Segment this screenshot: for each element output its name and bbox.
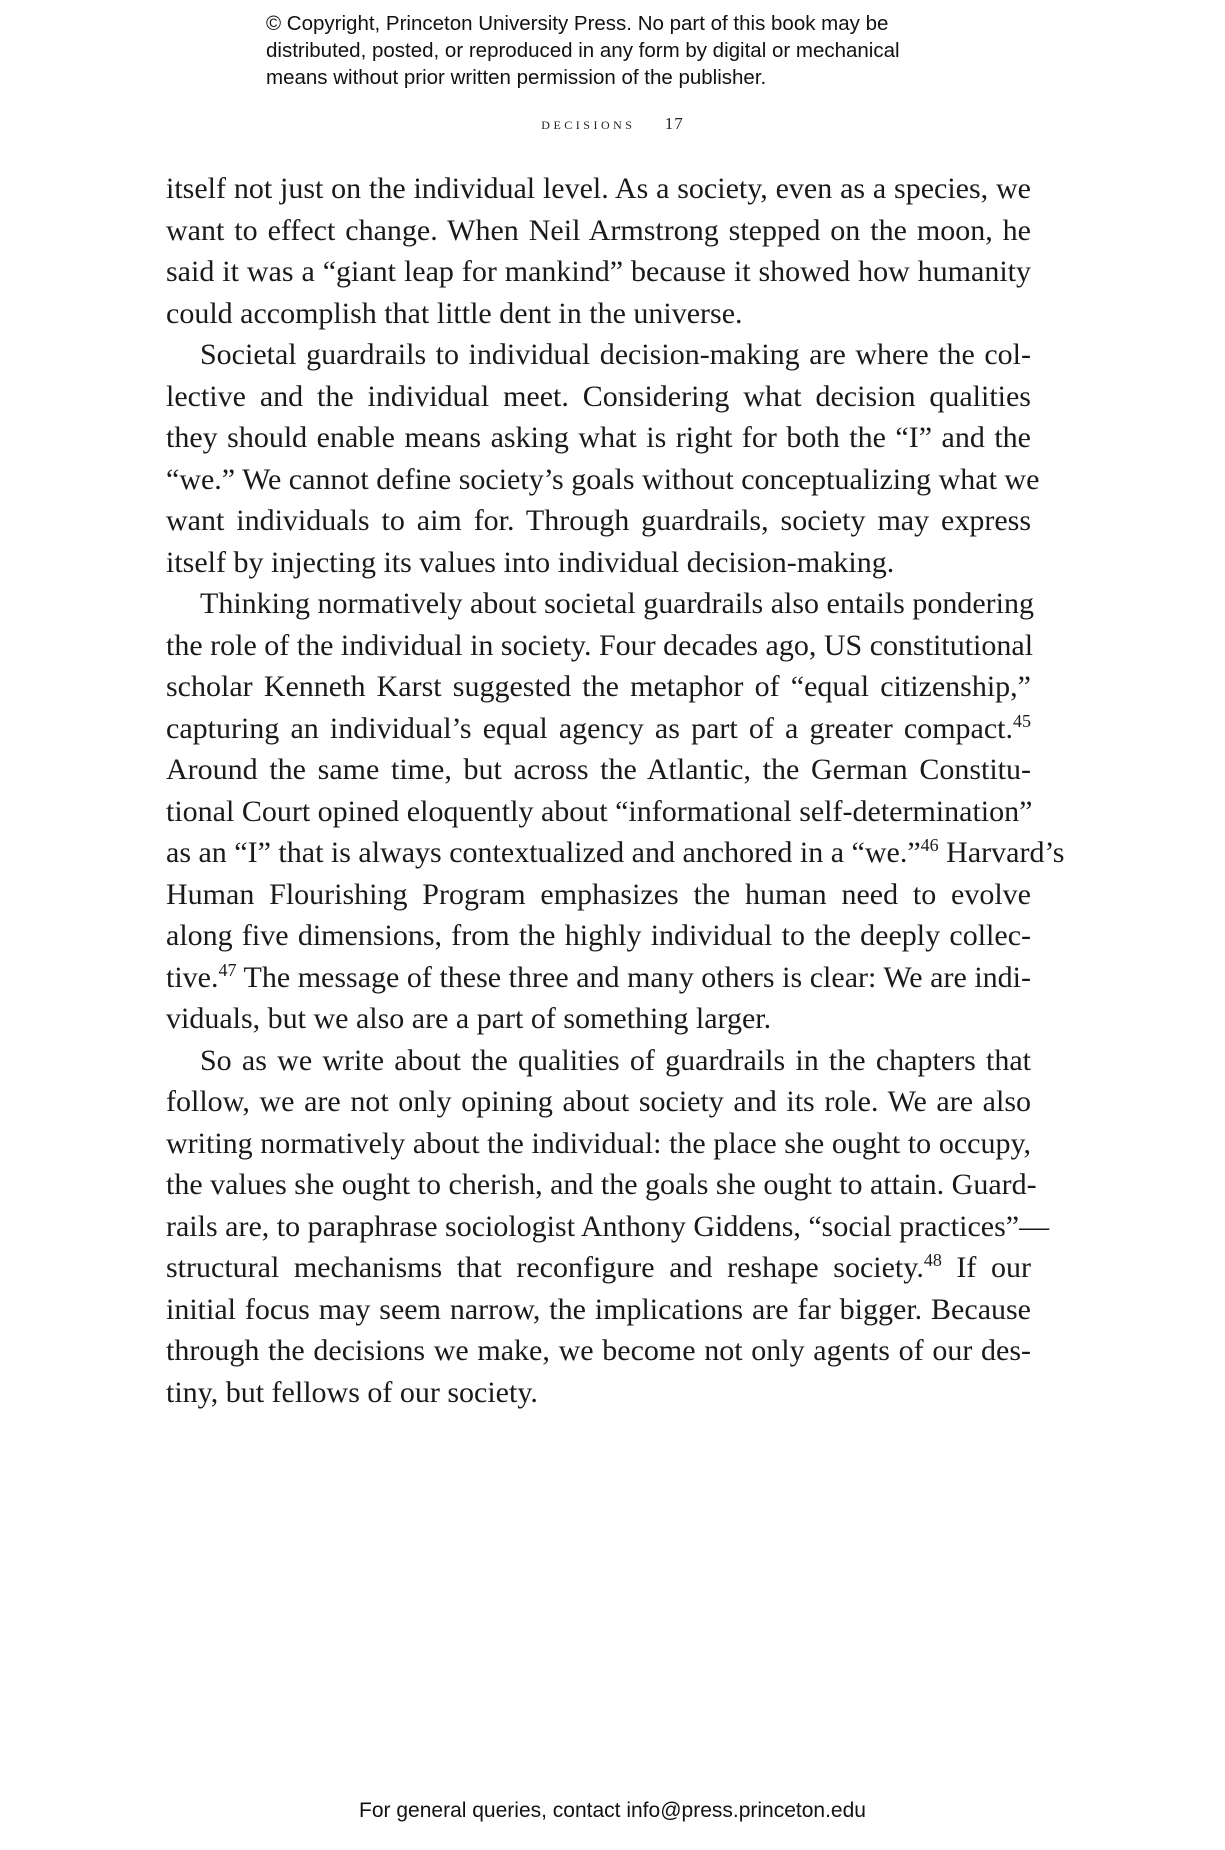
line-text: structural mechanisms that reconfigure and reshape society. [166,1251,924,1284]
footnote-ref[interactable]: 46 [920,835,939,855]
copyright-line: © Copyright, Princeton University Press. No part of this book may be [266,12,889,35]
text-line: So as we write about the qualities of guardrails in the chapters that [200,1043,1031,1077]
page-number: 17 [664,114,684,133]
line-text: tive. [166,960,219,994]
text-line: lective and the individual meet. Considering what decision qualities [166,379,1031,413]
text-line [166,957,1031,999]
footer-contact: For general queries, contact info@press.princeton.edu [359,1799,866,1822]
line-text: Harvard’s [938,836,1065,869]
text-line: could accomplish that little dent in the universe. [166,296,743,330]
text-line: scholar Kenneth Karst suggested the metaphor of “equal citizenship,” [166,670,1031,703]
line-text: as an “I” that is always contextualized and anchored in a “we.” [166,836,921,869]
text-line: Thinking normatively about societal guardrails also entails pondering [200,587,1034,620]
paragraph [166,168,1031,334]
text-line: tional Court opined eloquently about “informational self-determination” [166,794,1033,828]
text-line: “we.” We cannot define society’s goals without conceptualizing what we [166,462,1040,496]
text-line: follow, we are not only opining about society and its role. We are also [166,1085,1031,1118]
paragraph [166,1040,1050,1414]
running-head-title: decisions [541,114,636,133]
text-line [166,1247,1031,1289]
text-line [166,832,1065,874]
paragraph [166,334,1040,583]
line-text: If our [941,1251,1031,1284]
text-line: the role of the individual in society. Four decades ago, US constitutional [166,628,1034,662]
text-line: want individuals to aim for. Through guardrails, society may express [166,504,1031,537]
text-line: they should enable means asking what is right for both the “I” and the [166,421,1031,454]
footnote-ref[interactable]: 47 [218,959,237,980]
text-line: rails are, to paraphrase sociologist Anthony Giddens, “social practices”— [166,1209,1050,1243]
copyright-line: means without prior written permission of the publisher. [266,66,767,89]
text-line: itself not just on the individual level. As a society, even as a species, we [166,172,1031,205]
body-text [166,168,1065,1413]
text-line: said it was a “giant leap for mankind” because it showed how humanity [166,255,1031,288]
text-line: through the decisions we make, we become not only agents of our des- [166,1334,1031,1367]
text-line: Around the same time, but across the Atlantic, the German Constitu- [166,753,1031,786]
text-line: the values she ought to cherish, and the goals she ought to attain. Guard- [166,1168,1037,1201]
paragraph [166,583,1065,1040]
running-head [0,114,1225,134]
text-line [166,708,1031,750]
text-line: itself by injecting its values into individual decision-making. [166,545,895,579]
line-text: capturing an individual’s equal agency as part of a greater compact. [166,711,1013,745]
copyright-line: distributed, posted, or reproduced in any form by digital or mechanical [266,39,900,62]
footnote-ref[interactable]: 48 [923,1250,942,1270]
text-line: writing normatively about the individual: the place she ought to occupy, [166,1126,1031,1160]
text-line: along five dimensions, from the highly individual to the deeply collec- [166,919,1031,952]
text-line: tiny, but fellows of our society. [166,1375,538,1409]
text-line: Societal guardrails to individual decision-making are where the col- [200,338,1031,371]
text-line: initial focus may seem narrow, the implications are far bigger. Because [166,1292,1031,1326]
text-line: want to effect change. When Neil Armstrong stepped on the moon, he [166,213,1031,247]
line-text: The message of these three and many others is clear: We are indi- [236,960,1031,994]
text-line: viduals, but we also are a part of something larger. [166,1002,772,1035]
footnote-ref[interactable]: 45 [1013,710,1031,731]
copyright-notice [266,10,986,91]
text-line: Human Flourishing Program emphasizes the human need to evolve [166,877,1031,911]
